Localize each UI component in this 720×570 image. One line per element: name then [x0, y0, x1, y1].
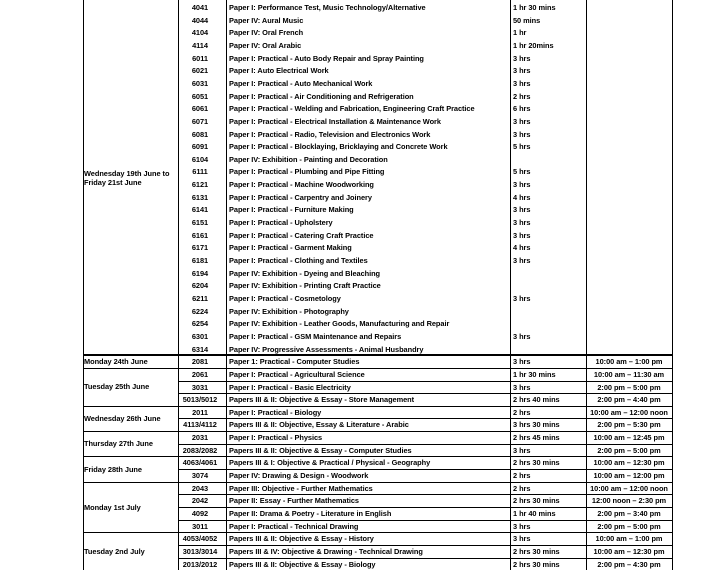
paper-code: 4044	[191, 15, 209, 25]
row-divider	[178, 469, 673, 470]
paper-duration: 1 hr 20mins	[513, 40, 554, 50]
column-line	[586, 0, 587, 570]
paper-title: Paper IV: Exhibition - Painting and Decoration	[229, 154, 388, 164]
paper-title: Paper I: Practical - Electrical Installation & Maintenance Work	[229, 116, 441, 126]
paper-code: 6194	[191, 268, 209, 278]
paper-code: 6061	[191, 104, 209, 114]
paper-code: 2081	[191, 357, 209, 367]
paper-code: 4041	[191, 3, 209, 12]
paper-title: Paper III: Objective - Further Mathematics	[229, 483, 373, 493]
column-line	[510, 0, 511, 570]
group-divider	[83, 456, 673, 457]
group-divider	[83, 482, 673, 483]
exam-date: Wednesday 19th June to Friday 21st June	[84, 169, 170, 188]
row-divider	[178, 381, 673, 382]
paper-title: Paper I: Practical - Auto Body Repair and Spray Painting	[229, 53, 424, 63]
paper-title: Papers III & I: Objective & Practical / Physical - Geography	[229, 458, 431, 468]
paper-title: Paper I: Practical - Plumbing and Pipe Fitting	[229, 167, 385, 177]
paper-code: 4053/4052	[182, 534, 218, 544]
paper-duration: 5 hrs	[513, 142, 531, 152]
paper-title: Papers III & II: Objective & Essay - Store Management	[229, 395, 415, 405]
paper-duration: 1 hr 30 mins	[513, 369, 556, 379]
group-divider-thick	[83, 354, 673, 356]
paper-duration: 3 hrs	[513, 331, 531, 341]
paper-code: 2083/2082	[182, 445, 218, 455]
row-divider	[178, 558, 673, 559]
exam-date: Monday 1st July	[84, 502, 141, 512]
group-divider	[83, 406, 673, 407]
paper-time: 2:00 pm – 5:30 pm	[597, 420, 661, 430]
paper-code: 6111	[192, 167, 208, 177]
paper-code: 4092	[191, 509, 209, 518]
exam-date: Wednesday 26th June	[84, 413, 161, 423]
paper-title: Papers III & IV: Objective & Drawing - Technical Drawing	[229, 546, 423, 556]
paper-code: 6011	[192, 53, 208, 63]
paper-code: 2043	[191, 483, 209, 493]
paper-code: 3013/3014	[182, 546, 218, 556]
paper-code: 2061	[191, 369, 209, 379]
paper-duration: 1 hr 30 mins	[513, 3, 556, 12]
paper-duration: 4 hrs	[513, 243, 531, 253]
column-line	[226, 0, 227, 570]
paper-title: Paper I: Practical - GSM Maintenance and Repairs	[229, 331, 402, 341]
paper-time: 12:00 noon – 2:30 pm	[591, 496, 667, 506]
paper-duration: 3 hrs	[513, 205, 531, 215]
paper-code: 6211	[192, 293, 208, 303]
paper-time: 2:00 pm – 4:40 pm	[597, 395, 661, 405]
paper-time: 10:00 am – 12:45 pm	[593, 433, 665, 443]
paper-duration: 2 hrs 30 mins	[513, 458, 560, 468]
paper-duration: 2 hrs 30 mins	[513, 496, 560, 506]
paper-duration: 1 hr	[513, 28, 527, 38]
paper-code: 4063/4061	[182, 458, 218, 468]
paper-title: Paper I: Practical - Machine Woodworking	[229, 180, 374, 190]
paper-duration: 1 hr 40 mins	[513, 509, 556, 518]
exam-date: Monday 24th June	[84, 357, 148, 367]
paper-title: Paper I: Practical - Furniture Making	[229, 205, 354, 215]
row-divider	[178, 418, 673, 419]
paper-duration: 3 hrs	[513, 129, 531, 139]
paper-title: Paper I: Practical - Welding and Fabrication, Engineering Craft Practice	[229, 104, 475, 114]
paper-code: 4114	[192, 40, 208, 50]
paper-duration: 3 hrs	[513, 357, 531, 367]
paper-time: 2:00 pm – 4:30 pm	[597, 559, 661, 569]
paper-time: 2:00 pm – 5:00 pm	[597, 521, 661, 531]
paper-code: 3031	[191, 382, 209, 392]
paper-code: 6254	[191, 319, 209, 329]
row-divider	[178, 507, 673, 508]
paper-title: Papers III & II: Objective, Essay & Literature - Arabic	[229, 420, 409, 430]
paper-duration: 3 hrs	[513, 78, 531, 88]
column-line	[672, 0, 673, 570]
paper-title: Papers III & II: Objective & Essay - Biology	[229, 559, 376, 569]
column-line	[83, 0, 84, 570]
paper-code: 2042	[191, 496, 209, 506]
paper-duration: 6 hrs	[513, 104, 531, 114]
paper-title: Paper IV: Aural Music	[229, 15, 304, 25]
paper-code: 6151	[191, 218, 209, 228]
paper-duration: 2 hrs 40 mins	[513, 395, 560, 405]
paper-title: Paper IV: Exhibition - Dyeing and Bleaching	[229, 268, 381, 278]
paper-duration: 3 hrs 30 mins	[513, 420, 560, 430]
paper-title: Paper II: Essay - Further Mathematics	[229, 496, 359, 506]
paper-duration: 3 hrs	[513, 293, 531, 303]
group-divider	[83, 431, 673, 432]
paper-title: Paper IV: Exhibition - Photography	[229, 306, 349, 316]
paper-duration: 2 hrs	[513, 471, 531, 481]
paper-title: Paper I: Practical - Upholstery	[229, 218, 333, 228]
paper-title: Paper I: Practical - Agricultural Science	[229, 369, 365, 379]
paper-code: 6161	[191, 230, 209, 240]
paper-duration: 3 hrs	[513, 521, 531, 531]
paper-title: Paper IV: Exhibition - Leather Goods, Manufacturing and Repair	[229, 319, 450, 329]
paper-code: 6021	[191, 66, 209, 76]
paper-title: Paper IV: Drawing & Design - Woodwork	[229, 471, 369, 481]
paper-code: 6071	[191, 116, 209, 126]
paper-title: Paper I: Practical - Blocklaying, Bricklaying and Concrete Work	[229, 142, 448, 152]
paper-duration: 3 hrs	[513, 230, 531, 240]
paper-title: Paper I: Performance Test, Music Technology/Alternative	[229, 3, 426, 12]
paper-time: 2:00 pm – 5:00 pm	[597, 382, 661, 392]
paper-title: Paper IV: Exhibition - Printing Craft Practice	[229, 281, 381, 291]
paper-duration: 2 hrs 30 mins	[513, 546, 560, 556]
paper-code: 6081	[191, 129, 209, 139]
paper-code: 6121	[191, 180, 209, 190]
paper-title: Paper I: Auto Electrical Work	[229, 66, 329, 76]
row-divider	[178, 520, 673, 521]
paper-duration: 3 hrs	[513, 116, 531, 126]
paper-title: Paper I: Practical - Air Conditioning and Refrigeration	[229, 91, 414, 101]
paper-time: 10:00 am – 12:30 pm	[593, 458, 665, 468]
paper-title: Paper I: Practical - Technical Drawing	[229, 521, 359, 531]
exam-date: Friday 28th June	[84, 464, 142, 474]
paper-title: Paper II: Drama & Poetry - Literature in English	[229, 509, 392, 518]
paper-duration: 2 hrs	[513, 483, 531, 493]
paper-duration: 4 hrs	[513, 192, 531, 202]
paper-duration: 3 hrs	[513, 218, 531, 228]
paper-title: Paper I: Practical - Auto Mechanical Work	[229, 78, 373, 88]
paper-duration: 3 hrs	[513, 53, 531, 63]
paper-title: Papers III & II: Objective & Essay - History	[229, 534, 374, 544]
paper-duration: 3 hrs	[513, 256, 531, 265]
paper-duration: 5 hrs	[513, 167, 531, 177]
paper-code: 6171	[191, 243, 209, 253]
paper-time: 10:00 am – 12:30 pm	[593, 546, 665, 556]
paper-code: 6031	[191, 78, 209, 88]
paper-time: 10:00 am – 12:00 noon	[590, 483, 668, 493]
paper-title: Paper I: Practical - Catering Craft Practice	[229, 230, 374, 240]
paper-duration: 2 hrs	[513, 407, 531, 417]
paper-time: 2:00 pm – 3:40 pm	[597, 509, 661, 518]
paper-duration: 2 hrs 30 mins	[513, 559, 560, 569]
paper-duration: 3 hrs	[513, 445, 531, 455]
paper-title: Paper IV: Progressive Assessments - Animal Husbandry	[229, 344, 424, 354]
row-divider	[178, 494, 673, 495]
paper-title: Papers III & II: Objective & Essay - Computer Studies	[229, 445, 412, 455]
paper-title: Paper IV: Oral French	[229, 28, 304, 38]
paper-code: 6224	[191, 306, 209, 316]
exam-date: Tuesday 25th June	[84, 382, 150, 392]
paper-title: Paper I: Practical - Cosmetology	[229, 293, 341, 303]
paper-time: 10:00 am – 1:00 pm	[595, 534, 663, 544]
paper-duration: 3 hrs	[513, 534, 531, 544]
paper-code: 4104	[191, 28, 209, 38]
paper-code: 6204	[191, 281, 209, 291]
paper-title: Paper I: Practical - Garment Making	[229, 243, 352, 253]
paper-code: 6051	[191, 91, 209, 101]
paper-time: 10:00 am – 1:00 pm	[595, 357, 663, 367]
paper-code: 2031	[191, 433, 209, 443]
exam-date: Tuesday 2nd July	[84, 546, 145, 556]
paper-code: 2011	[192, 407, 208, 417]
row-divider	[178, 545, 673, 546]
paper-code: 6301	[191, 331, 209, 341]
paper-time: 10:00 am – 11:30 am	[593, 369, 665, 379]
paper-code: 2013/2012	[182, 559, 218, 569]
paper-duration: 2 hrs 45 mins	[513, 433, 560, 443]
paper-time: 2:00 pm – 5:00 pm	[597, 445, 661, 455]
paper-title: Paper I: Practical - Basic Electricity	[229, 382, 351, 392]
column-line	[178, 0, 179, 570]
paper-duration: 2 hrs	[513, 91, 531, 101]
paper-code: 5013/5012	[182, 395, 218, 405]
paper-duration: 3 hrs	[513, 180, 531, 190]
paper-code: 4113/4112	[183, 420, 217, 430]
paper-time: 10:00 am – 12:00 pm	[593, 471, 665, 481]
paper-title: Paper I: Practical - Radio, Television and Electronics Work	[229, 129, 431, 139]
paper-title: Paper I: Practical - Biology	[229, 407, 322, 417]
paper-code: 6131	[191, 192, 209, 202]
row-divider	[178, 444, 673, 445]
paper-time: 10:00 am – 12:00 noon	[590, 407, 668, 417]
paper-code: 3011	[192, 521, 208, 531]
paper-code: 6181	[191, 256, 209, 265]
paper-title: Paper 1: Practical - Computer Studies	[229, 357, 360, 367]
row-divider	[178, 393, 673, 394]
paper-code: 6104	[191, 154, 209, 164]
group-divider	[83, 368, 673, 369]
exam-date: Thursday 27th June	[84, 439, 153, 449]
group-divider	[83, 532, 673, 533]
paper-title: Paper I: Practical - Carpentry and Joinery	[229, 192, 372, 202]
paper-code: 3074	[191, 471, 209, 481]
paper-title: Paper I: Practical - Physics	[229, 433, 323, 443]
paper-code: 6141	[191, 205, 209, 215]
paper-duration: 3 hrs	[513, 66, 531, 76]
paper-duration: 50 mins	[513, 15, 541, 25]
paper-code: 6091	[191, 142, 209, 152]
paper-duration: 3 hrs	[513, 382, 531, 392]
paper-title: Paper IV: Oral Arabic	[229, 40, 302, 50]
paper-title: Paper I: Practical - Clothing and Textiles	[229, 256, 368, 265]
paper-code: 6314	[191, 344, 209, 354]
